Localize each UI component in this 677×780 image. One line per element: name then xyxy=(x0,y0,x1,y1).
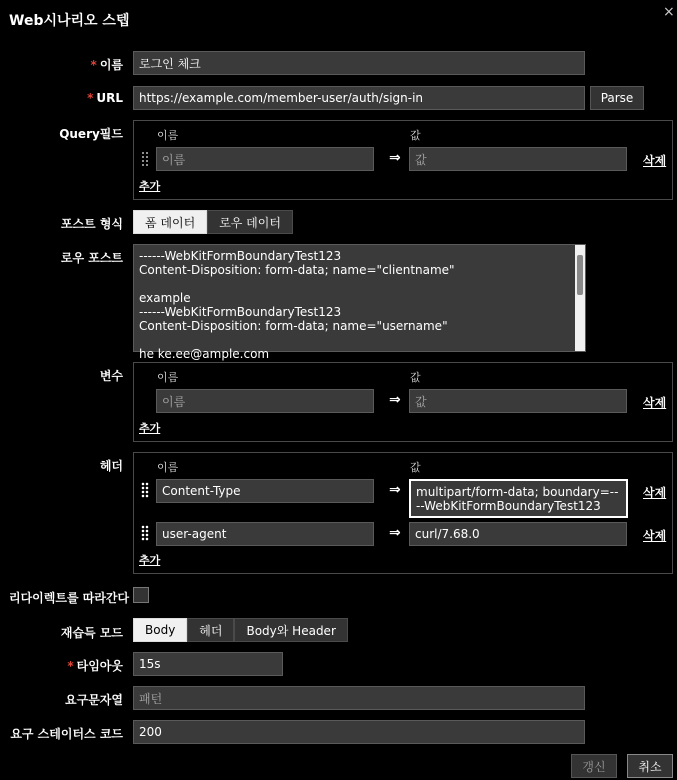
url-label: * URL xyxy=(87,91,123,105)
header-delete-button[interactable]: 삭제 xyxy=(643,529,667,543)
cancel-button[interactable]: 취소 xyxy=(627,754,673,778)
parse-button[interactable]: Parse xyxy=(590,86,644,110)
header-value-input[interactable]: multipart/form-data; boundary=----WebKitFormBoundaryTest123 xyxy=(409,479,628,518)
arrow-right-icon: ⇒ xyxy=(389,392,401,408)
variables-col-name: 이름 xyxy=(157,371,179,384)
arrow-right-icon: ⇒ xyxy=(389,525,401,541)
variable-name-input[interactable]: 이름 xyxy=(156,389,374,413)
query-delete-button[interactable]: 삭제 xyxy=(643,154,667,168)
required-string-label: 요구문자열 xyxy=(65,693,123,707)
header-name-input[interactable]: user-agent xyxy=(156,522,374,546)
query-col-value: 값 xyxy=(410,129,421,142)
post-type-form-data[interactable]: 폼 데이터 xyxy=(133,210,207,234)
retrieve-mode-label: 재습득 모드 xyxy=(60,626,123,640)
header-value-input[interactable]: curl/7.68.0 xyxy=(409,522,627,546)
required-string-input[interactable]: 패턴 xyxy=(133,686,585,710)
post-type-raw-data[interactable]: 로우 데이터 xyxy=(207,210,293,234)
variable-value-input[interactable]: 값 xyxy=(409,389,627,413)
query-value-input[interactable]: 값 xyxy=(409,147,627,171)
query-add-button[interactable]: 추가 xyxy=(139,180,161,193)
update-button[interactable]: 갱신 xyxy=(571,754,617,778)
retrieve-mode-toggle xyxy=(133,618,348,642)
name-input[interactable]: 로그인 체크 xyxy=(133,51,585,75)
arrow-right-icon: ⇒ xyxy=(389,150,401,166)
query-col-name: 이름 xyxy=(157,129,179,142)
variable-delete-button[interactable]: 삭제 xyxy=(643,396,667,410)
drag-handle-icon[interactable] xyxy=(141,151,149,167)
name-label: * 이름 xyxy=(90,58,123,72)
raw-post-textarea[interactable]: ------WebKitFormBoundaryTest123 Content-Disposition: form-data; name="clientname" example ------WebKitFormBoundaryTest123 Content-Disposition: form-data; name="username" he ke.ee@ample.com xyxy=(133,244,586,352)
dialog-title: Web시나리오 스텝 xyxy=(9,13,130,29)
timeout-label: * 타임아웃 xyxy=(67,659,123,673)
post-type-label: 포스트 형식 xyxy=(60,217,123,231)
variables-add-button[interactable]: 추가 xyxy=(139,422,161,435)
scroll-thumb[interactable] xyxy=(577,255,583,295)
post-type-toggle xyxy=(133,210,293,234)
arrow-right-icon: ⇒ xyxy=(389,482,401,498)
headers-add-button[interactable]: 추가 xyxy=(139,554,161,567)
close-icon[interactable]: × xyxy=(663,4,675,20)
headers-label: 헤더 xyxy=(99,459,123,473)
status-codes-label: 요구 스테이터스 코드 xyxy=(10,727,123,741)
headers-col-name: 이름 xyxy=(157,461,179,474)
retrieve-mode-both[interactable]: Body와 Header xyxy=(234,618,347,642)
query-name-input[interactable]: 이름 xyxy=(156,147,374,171)
timeout-input[interactable]: 15s xyxy=(133,652,283,676)
header-name-input[interactable]: Content-Type xyxy=(156,479,374,503)
variables-label: 변수 xyxy=(99,369,123,383)
raw-post-label: 로우 포스트 xyxy=(60,251,123,265)
headers-col-value: 값 xyxy=(410,461,421,474)
url-input[interactable]: https://example.com/member-user/auth/sign-in xyxy=(133,86,585,110)
header-delete-button[interactable]: 삭제 xyxy=(643,486,667,500)
drag-handle-icon[interactable] xyxy=(141,525,149,541)
query-label: Query필드 xyxy=(59,127,123,141)
variables-col-value: 값 xyxy=(410,371,421,384)
follow-redirect-label: 리다이렉트를 따라간다 xyxy=(9,591,130,605)
retrieve-mode-body[interactable]: Body xyxy=(133,618,187,642)
status-codes-input[interactable]: 200 xyxy=(133,720,585,744)
follow-redirect-checkbox[interactable] xyxy=(133,587,149,603)
drag-handle-icon[interactable] xyxy=(141,482,149,498)
retrieve-mode-headers[interactable]: 헤더 xyxy=(187,618,234,642)
